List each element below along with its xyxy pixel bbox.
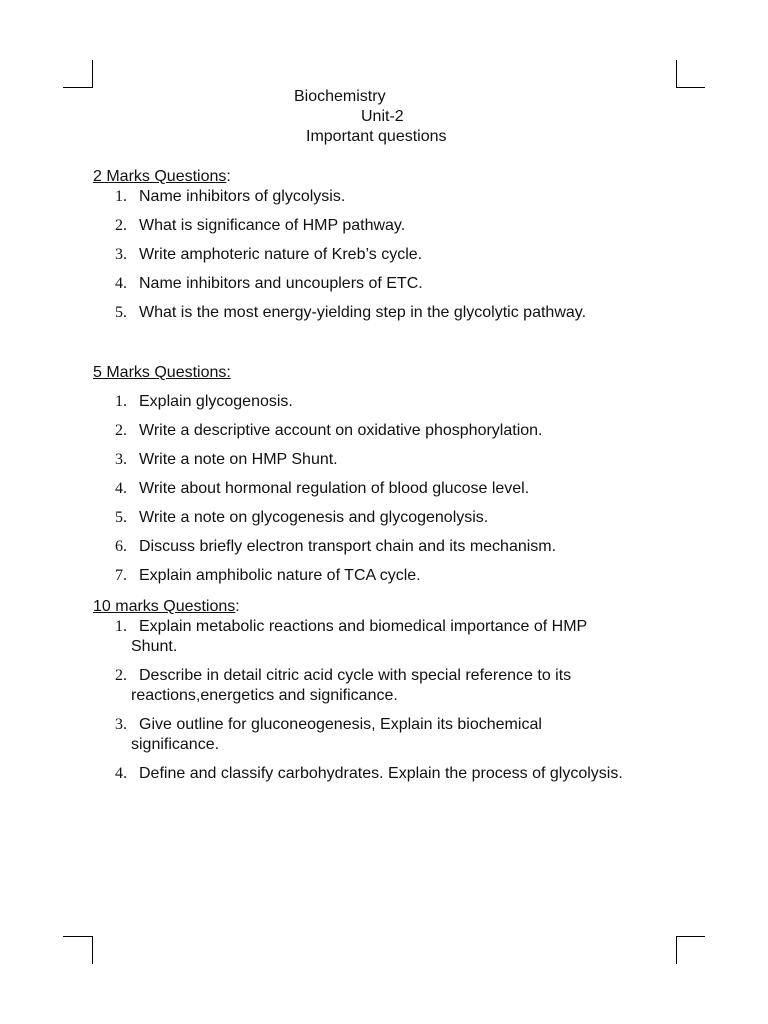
question-text: Explain amphibolic nature of TCA cycle.: [139, 567, 421, 584]
document-subject: Biochemistry: [294, 88, 386, 105]
question-text: [93, 617, 693, 657]
question-number: 6.: [115, 538, 127, 555]
list-item: [93, 537, 693, 557]
crop-mark-bottom-left: [92, 936, 93, 964]
question-number: 5.: [115, 304, 127, 321]
crop-mark-bottom-left: [63, 936, 93, 937]
question-number: 3.: [115, 716, 127, 733]
question-number: 5.: [115, 509, 127, 526]
crop-mark-bottom-right: [676, 936, 705, 937]
question-list-10-marks: [93, 617, 693, 784]
question-number: 7.: [115, 567, 127, 584]
question-text: Name inhibitors of glycolysis.: [139, 188, 346, 205]
question-text-line: Describe in detail citric acid cycle with special reference to its: [139, 667, 572, 684]
section-heading-2-marks: [93, 167, 231, 187]
question-text-continuation: Shunt.: [131, 638, 178, 655]
question-number: 2.: [115, 422, 127, 439]
question-list-2-marks: [93, 187, 693, 323]
list-item: [93, 274, 693, 294]
list-item: [93, 764, 693, 784]
list-item: [93, 421, 693, 441]
question-text: Explain glycogenosis.: [139, 393, 293, 410]
question-text: Write about hormonal regulation of blood glucose level.: [139, 480, 530, 497]
question-text: Write a note on glycogenesis and glycogenolysis.: [139, 509, 489, 526]
section-heading-suffix: :: [235, 598, 240, 615]
question-text: What is the most energy-yielding step in the glycolytic pathway.: [139, 304, 587, 321]
section-heading-text: 10 marks Questions: [93, 598, 236, 615]
question-text: Write a note on HMP Shunt.: [139, 451, 338, 468]
question-number: 4.: [115, 480, 127, 497]
crop-mark-top-right: [676, 60, 677, 88]
question-text: Write a descriptive account on oxidative phosphorylation.: [139, 422, 543, 439]
question-number: 2.: [115, 667, 127, 684]
section-heading-text: 2 Marks Questions: [93, 168, 227, 185]
question-number: 1.: [115, 393, 127, 410]
question-text-continuation: reactions,energetics and significance.: [131, 687, 398, 704]
list-item: [93, 666, 693, 706]
list-item: [93, 479, 693, 499]
question-text: Name inhibitors and uncouplers of ETC.: [139, 275, 423, 292]
question-text: Discuss briefly electron transport chain and its mechanism.: [139, 538, 557, 555]
section-heading-10-marks: [93, 597, 240, 617]
list-item: [93, 245, 693, 265]
list-item: [93, 715, 693, 755]
list-item: [93, 508, 693, 528]
list-item: [93, 450, 693, 470]
question-number: 3.: [115, 451, 127, 468]
list-item: [93, 617, 693, 657]
question-number: 2.: [115, 217, 127, 234]
crop-mark-bottom-right: [676, 936, 677, 964]
crop-mark-top-right: [676, 87, 705, 88]
list-item: [93, 392, 693, 412]
crop-mark-top-left: [92, 60, 93, 88]
question-text: What is significance of HMP pathway.: [139, 217, 406, 234]
crop-mark-top-left: [63, 87, 93, 88]
question-text-line: Explain metabolic reactions and biomedical importance of HMP: [139, 618, 588, 635]
list-item: [93, 566, 693, 586]
question-text: [93, 764, 693, 784]
question-number: 3.: [115, 246, 127, 263]
section-heading-text: 5 Marks Questions:: [93, 364, 231, 381]
question-number: 4.: [115, 275, 127, 292]
question-list-5-marks: [93, 392, 693, 586]
question-text-line: Define and classify carbohydrates. Explain the process of glycolysis.: [139, 765, 623, 782]
document-subtitle: Important questions: [306, 128, 447, 145]
document-unit: Unit-2: [361, 108, 404, 125]
question-number: 1.: [115, 618, 127, 635]
list-item: [93, 303, 693, 323]
section-heading-suffix: :: [226, 168, 231, 185]
question-text: Write amphoteric nature of Kreb’s cycle.: [139, 246, 423, 263]
question-text: [93, 715, 693, 755]
question-text-line: Give outline for gluconeogenesis, Explain its biochemical: [139, 716, 542, 733]
list-item: [93, 216, 693, 236]
question-number: 4.: [115, 765, 127, 782]
list-item: [93, 187, 693, 207]
section-heading-5-marks: [93, 363, 231, 383]
question-text-continuation: significance.: [131, 736, 220, 753]
question-text: [93, 666, 693, 706]
question-number: 1.: [115, 188, 127, 205]
